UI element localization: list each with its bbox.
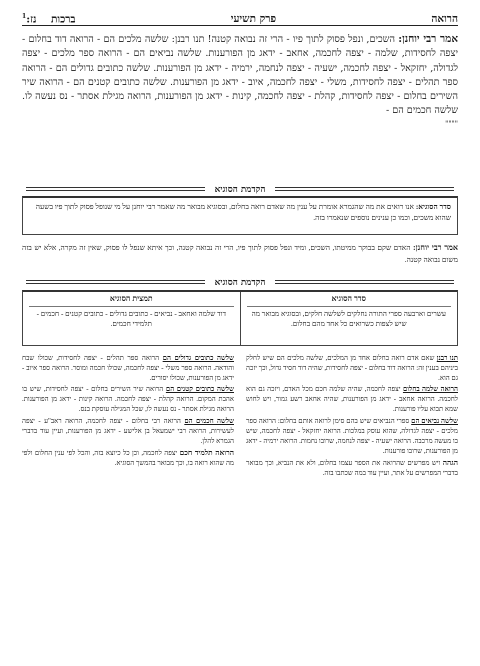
footnote-mark: 1 bbox=[22, 12, 27, 20]
sugya-order-text: אנו רואים את מה שהגמרא אומרת על ענין מה שאדם רואה בחלום, ובסוגיא מבואר מה שאמר רבי יוחנן על מי שנופל פסוק לתוך פיו בשעה שהוא משכים, וכמו כן ענינים נוספים שנאמרו בזה. bbox=[35, 202, 451, 222]
header-left bbox=[22, 13, 75, 26]
commentary-column-left bbox=[22, 354, 234, 658]
intro-body: האדם שקם בבוקר ממיטתו, השכים, ומיד ונפל פסוק לתוך פיו, הרי זה נבואה קטנה, וכך איתא שנפל לו פסוק, שאין זה מקרה, אלא יש בזה משום נבואה קטנה. bbox=[22, 243, 458, 264]
summary-right-title: סדר הסוגיא bbox=[247, 294, 452, 307]
paragraph-lead: הרואה תלמיד חכם bbox=[179, 447, 234, 457]
commentary-paragraph bbox=[246, 458, 458, 479]
paragraph-lead: שלשה כתובים גדולים הם bbox=[162, 355, 234, 362]
commentary-paragraph bbox=[22, 417, 234, 447]
section-heading-2-label: הקדמת הסוגיא bbox=[214, 277, 266, 288]
paragraph-text: הרואה רבי בחלום - יצפה לחכמה, הרואה ראב"ע - יצפה לעשירות, הרואה רבי ישמעאל בן אלישע - ידאג מן הפורענות, ועיין עוד בדברי הגמרא להלן. bbox=[22, 417, 234, 445]
commentary-paragraph bbox=[246, 354, 458, 384]
sugya-order-box bbox=[22, 196, 458, 235]
paragraph-lead: תנו רבנן bbox=[436, 355, 458, 362]
section-heading-2 bbox=[22, 276, 458, 288]
summary-box-right bbox=[241, 292, 458, 345]
main-gemara-text bbox=[22, 32, 458, 129]
summary-box bbox=[22, 290, 458, 346]
section-heading-1-label: הקדמת הסוגיא bbox=[214, 184, 266, 195]
summary-left-title: תמצית הסוגיא bbox=[29, 294, 234, 307]
commentary-column-right bbox=[246, 354, 458, 658]
paragraph-text: ויש מפרשים שהרואה את הספר עצמו בחלום, ולא את הנביא, וכך מבואר בדברי המפרשים על אתר, ועיין עוד במה שכתבו בזה. bbox=[246, 459, 458, 478]
paragraph-text: שאם אדם רואה בחלום אחד מן המלכים, שלשה מלכים הם שיש לחלק ביניהם בענין זה: הרואה דוד בחלום - יצפה לחסידות, שהיה דוד חסיד גדול, וכך יזכה גם הוא. bbox=[246, 355, 458, 383]
intro-commentary bbox=[22, 242, 458, 265]
paragraph-text: יצפה לחכמה, שהיה שלמה חכם מכל האדם, ויזכה גם הוא לחכמה. הרואה אחאב - ידאג מן הפורענות, שהיה אחאב רשע גמור, ויש לחוש שמא תבוא עליו פורענות. bbox=[246, 386, 458, 414]
paragraph-lead: הגהה bbox=[442, 457, 458, 467]
main-ellipsis: """" bbox=[445, 119, 458, 128]
header-tractate: ברכות bbox=[51, 13, 76, 25]
commentary-paragraph bbox=[246, 385, 458, 415]
paragraph-lead: שלשה נביאים הם bbox=[411, 417, 458, 425]
paragraph-text: הרואה ספר תהלים - יצפה לחסידות, שכולו שבח והודאה. הרואה ספר משלי - יצפה לחכמה, שכולו חכמה ומוסר. הרואה ספר איוב - ידאג מן הפורענות, שכולו יסורים. bbox=[22, 355, 234, 383]
summary-box-left bbox=[23, 292, 241, 345]
paragraph-lead: שלשה חכמים הם bbox=[184, 417, 234, 425]
header-page-number: נז: bbox=[26, 13, 37, 25]
commentary-paragraph bbox=[22, 354, 234, 384]
paragraph-text: הרואה שיר השירים בחלום - יצפה לחסידות, שיש בו אהבת המקום. הרואה קהלת - יצפה לחכמה. הרואה קינות - ידאג מן הפורענות. הרואה מגילת אסתר - נס נעשה לו, שכל המגילה עוסקת בנס. bbox=[22, 386, 234, 414]
document-page bbox=[22, 8, 458, 660]
paragraph-text: יצפה לחכמה, וכן כל כיוצא בזה, והכל לפי ענין החלום ולפי מה שהוא רואה בו, וכך מבואר בהמשך הסוגיא. bbox=[22, 449, 234, 467]
sugya-order-label: סדר הסוגיא: bbox=[415, 202, 451, 211]
header-right-title: הרואה bbox=[431, 13, 458, 25]
summary-left-body: דוד שלמה ואחאב - נביאים - כתובים גדולים - כתובים קטנים - חכמים - תלמידי חכמים. bbox=[36, 309, 226, 328]
intro-lead: אמר רבי יוחנן: bbox=[412, 243, 459, 252]
paragraph-lead: הרואה שלמה בחלום bbox=[402, 386, 458, 394]
section-heading-1 bbox=[22, 183, 458, 195]
commentary-paragraph bbox=[22, 448, 234, 469]
running-header bbox=[22, 8, 458, 26]
header-chapter: פרק תשיעי bbox=[230, 13, 277, 25]
paragraph-lead: שלשה כתובים קטנים הם bbox=[165, 386, 234, 394]
commentary-columns bbox=[22, 354, 458, 658]
main-body: השכים, ונפל פסוק לתוך פיו - הרי זה נבואה קטנה! תנו רבנן: שלשה מלכים הם - הרואה דוד בחלום - יצפה לחסידות, שלמה - יצפה לחכמה, אחאב - ידאג מן הפורענות. שלשה נביאים הם - הרואה ספר מלכים - יצפה לגדולה, יחזקאל - יצפה לחכמה, ישעיה - יצפה לנחמה, ירמיה - ידאג מן הפורענות. שלשה כתובים גדולים הם - הרואה ספר תהלים - יצפה לחסידות, משלי - יצפה לחכמה, איוב - ידאג מן הפורענות. שלשה כתובים קטנים הם - הרואה שיר השירים בחלום - יצפה לחסידות, קהלת - יצפה לחכמה, קינות - ידאג מן הפורענות, הרואה מגילת אסתר - נס נעשה לו. שלשה חכמים הם - bbox=[22, 34, 458, 117]
summary-right-body: עשרים וארבעה ספרי התורה נחלקים לשלשה חלקים, ובסוגיא מבואר מה שיש לצפות כשרואים כל אחד מהם בחלום. bbox=[251, 309, 446, 328]
commentary-paragraph bbox=[22, 385, 234, 415]
paragraph-text: ספרי הנביאים שיש בהם סימן לרואה אותם בחלום: הרואה ספר מלכים - יצפה לגדולה, שהוא עוסק במלכות. הרואה יחזקאל - יצפה לחכמה, שיש בו מעשה מרכבה. הרואה ישעיה - יצפה לנחמה, שרובו נחמות. הרואה ירמיה - ידאג מן הפורענות, שרובו פורענות. bbox=[246, 417, 458, 455]
main-opening-words: אמר רבי יוחנן: bbox=[398, 33, 458, 45]
commentary-paragraph bbox=[246, 417, 458, 457]
